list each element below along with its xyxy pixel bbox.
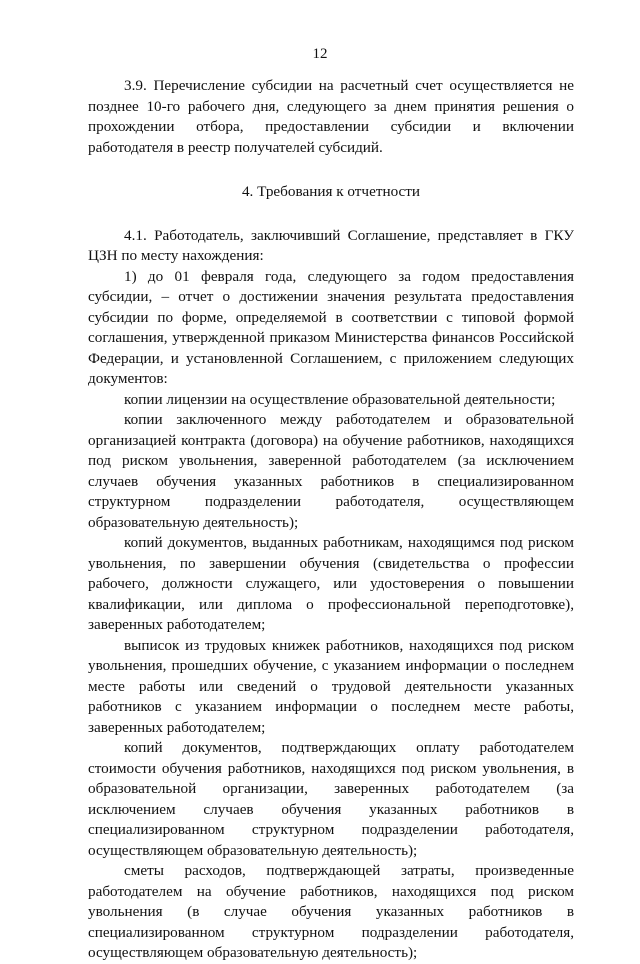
document-body (88, 76, 574, 964)
document-payment: копий документов, подтверждающих оплату работодателем стоимости обучения работников, находящихся под риском увольнения, в образовательной организации, заверенных работодателем (за исключением случаев обучения указанных работников в специализированном структурном подразделении работодателя, осуществляющем образовательную деятельность); (88, 739, 574, 859)
paragraph-3-9: 3.9. Перечисление субсидии на расчетный счет осуществляется не позднее 10-го рабочего дня, следующего за днем принятия решения о прохождении отбора, предоставлении субсидии и включении работодателя в реестр получателей субсидий. (88, 77, 574, 156)
document-license: копии лицензии на осуществление образовательной деятельности; (124, 390, 556, 408)
section-heading: 4. Требования к отчетности (241, 183, 421, 200)
paragraph-4-1: 4.1. Работодатель, заключивший Соглашение, представляет в ГКУ ЦЗН по месту нахождения: (88, 226, 574, 264)
document-workbooks: выписок из трудовых книжек работников, находящихся под риском увольнения, прошедших обучение, с указанием информации о последнем месте работы или сведений о трудовой деятельности указанных работников с указанием информации о последнем месте работы, заверенных работодателем; (88, 636, 574, 736)
list-item-1: 1) до 01 февраля года, следующего за годом предоставления субсидии, – отчет о достижении значения результата предоставления субсидии по форме, определяемой в соответствии с типовой формой соглашения, утвержденной приказом Министерства финансов Российской Федерации, и установленной Соглашением, с приложением следующих документов: (88, 267, 574, 387)
document-contract: копии заключенного между работодателем и образовательной организацией контракта (договора) на обучение работников, находящихся под риском увольнения, заверенной работодателем (за исключением случаев обучения указанных работников в специализированном структурном подразделении работодателя, осуществляющем образовательную деятельность); (88, 411, 574, 531)
page-number: 12 (312, 46, 328, 62)
document-estimate: сметы расходов, подтверждающей затраты, произведенные работодателем на обучение работников, находящихся под риском увольнения (в случае обучения указанных работников в специализированном структурном подразделении работодателя, осуществляющем образовательную деятельность); (88, 862, 574, 961)
document-certificates: копий документов, выданных работникам, находящимся под риском увольнения, по завершении обучения (свидетельства о профессии рабочего, должности служащего, или удостоверения о повышении квалификации, или диплома о профессиональной переподготовке), заверенных работодателем; (88, 534, 574, 633)
